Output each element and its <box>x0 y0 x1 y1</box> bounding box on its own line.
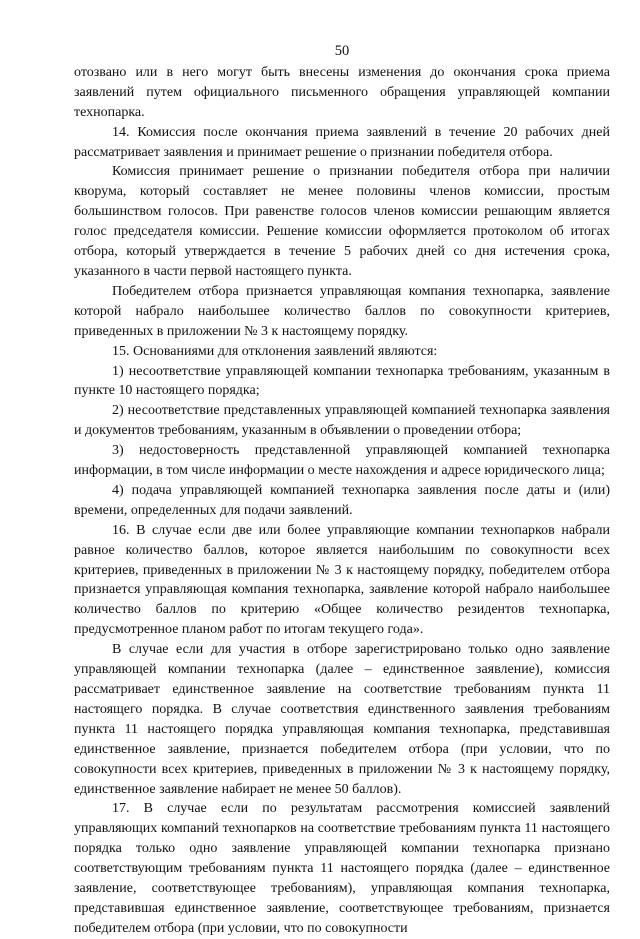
list-item-1: 1) несоответствие управляющей компании технопарка требованиям, указанным в пункте 10 настоящего порядка; <box>74 363 610 399</box>
paragraph-quorum: Комиссия принимает решение о признании победителя отбора при наличии кворума, который составляет не менее половины членов комиссии, простым большинством голосов. При равенстве голосов членов комиссии решающим является голос председателя комиссии. Решение комиссии оформляется протоколом об итогах отбора, который утверждается в течение 5 рабочих дней со дня истечения срока, указанного в части первой настоящего пункта. <box>74 164 610 279</box>
list-item-4: 4) подача управляющей компанией технопарка заявления после даты и (или) времени, определенных для подачи заявлений. <box>74 482 610 518</box>
list-item-3: 3) недостоверность представленной управляющей компанией технопарка информации, в том числе информации о месте нахождения и адресе юридического лица; <box>74 443 610 479</box>
paragraph-clause-16: 16. В случае если две или более управляющие компании технопарков набрали равное количество баллов, которое является наибольшим по совокупности всех критериев, приведенных в приложении № 3 к настоящему порядку, победителем отбора признается управляющая компания технопарка, заявление которой набрало наибольшее количество баллов по критерию «Общее количество резидентов технопарка, предусмотренное планом работ по итогам текущего года». <box>74 522 610 638</box>
paragraph-continuation: отозвано или в него могут быть внесены изменения до окончания срока приема заявлений путем официального письменного обращения управляющей компании технопарка. <box>74 64 610 120</box>
paragraph-clause-14: 14. Комиссия после окончания приема заявлений в течение 20 рабочих дней рассматривает заявления и принимает решение о признании победителя отбора. <box>74 124 610 160</box>
paragraph-clause-17: 17. В случае если по результатам рассмотрения комиссией заявлений управляющих компаний технопарков на соответствие требованиям пункта 11 настоящего порядка только одно заявление управляющей компании технопарка признано соответствующим требованиям пункта 11 настоящего порядка (далее – единственное заявление, соответствующее требованиям), управляющая компания технопарка, представившая единственное заявление, соответствующее требованиям, признается победителем отбора (при условии, что по совокупности <box>74 801 610 936</box>
paragraph-single-application: В случае если для участия в отборе зарегистрировано только одно заявление управляющей компании технопарка (далее – единственное заявление), комиссия рассматривает единственное заявление на соответствие требованиям пункта 11 настоящего порядка. В случае соответствия единственного заявления требованиям пункта 11 настоящего порядка управляющая компания технопарка, представившая единственное заявление, признается победителем отбора (при условии, что по совокупности всех критериев, приведенных в приложении № 3 к настоящему порядку, единственное заявление набирает не менее 50 баллов). <box>74 642 610 797</box>
paragraph-clause-15: 15. Основаниями для отклонения заявлений являются: <box>112 343 438 359</box>
page-number: 50 <box>334 43 350 59</box>
document-body <box>74 63 610 939</box>
paragraph-winner: Победителем отбора признается управляющая компания технопарка, заявление которой набрало наибольшее количество баллов по совокупности критериев, приведенных в приложении № 3 к настоящему порядку. <box>74 283 610 339</box>
list-item-2: 2) несоответствие представленных управляющей компанией технопарка заявления и документов требованиям, указанным в объявлении о проведении отбора; <box>74 403 610 439</box>
